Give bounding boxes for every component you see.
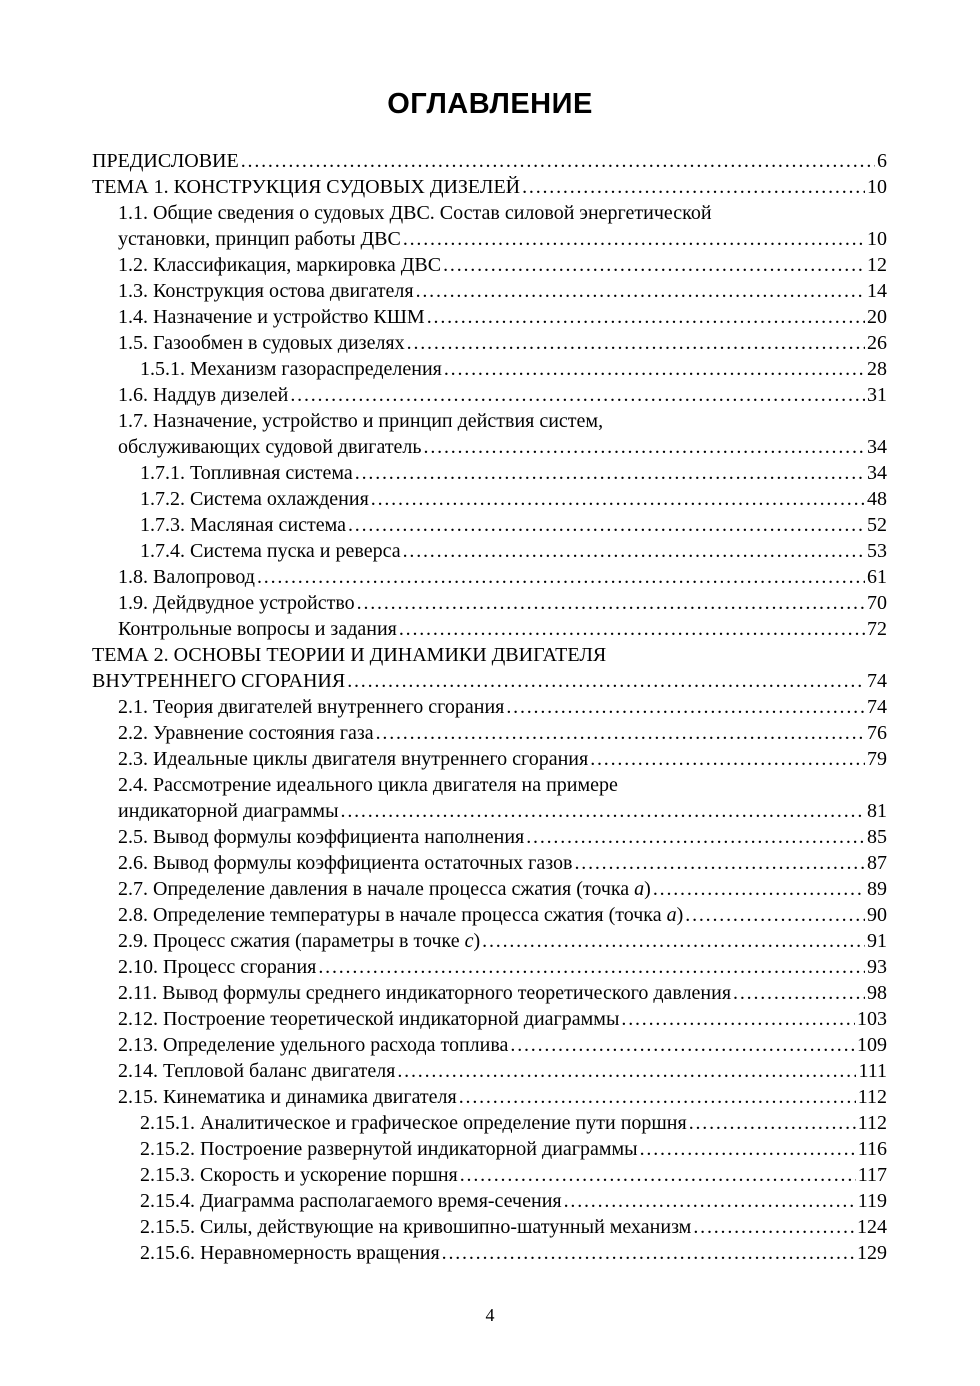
toc-entry[interactable]	[92, 772, 887, 824]
toc-page-number: 52	[867, 514, 887, 536]
dot-leader	[407, 330, 865, 356]
toc-entry-title: ВНУТРЕННЕГО СГОРАНИЯ	[92, 670, 346, 692]
toc-entry[interactable]	[92, 616, 887, 642]
toc-entry-title: 1.8. Валопровод	[118, 566, 255, 588]
toc-entry-title: 2.8. Определение температуры в начале процесса сжатия (точка а)	[118, 904, 684, 926]
dot-leader	[403, 226, 865, 252]
toc-entry-title: 1.4. Назначение и устройство КШМ	[118, 306, 425, 328]
dot-leader	[416, 278, 865, 304]
toc-entry-title-line: 1.1. Общие сведения о судовых ДВС. Состав силовой энергетической	[118, 202, 712, 224]
dot-leader	[399, 616, 865, 642]
toc-page-number: 74	[867, 696, 887, 718]
toc-entry[interactable]	[92, 356, 887, 382]
toc-entry-title: индикаторной диаграммы	[118, 800, 339, 822]
toc-entry[interactable]	[92, 200, 887, 252]
toc-page-number: 10	[867, 176, 887, 198]
toc-entry[interactable]	[92, 1240, 887, 1266]
toc-page-number: 89	[867, 878, 887, 900]
toc-entry-title: 1.3. Конструкция остова двигателя	[118, 280, 414, 302]
toc-entry-title: 2.3. Идеальные циклы двигателя внутреннего сгорания	[118, 748, 589, 770]
toc-entry[interactable]	[92, 1006, 887, 1032]
dot-leader	[460, 1162, 856, 1188]
toc-page-number: 70	[867, 592, 887, 614]
toc-page-number: 10	[867, 228, 887, 250]
toc-page-number: 48	[867, 488, 887, 510]
toc-entry-title: 1.7.4. Система пуска и реверса	[140, 540, 401, 562]
toc-entry[interactable]	[92, 824, 887, 850]
toc-entry-title: 1.5. Газообмен в судовых дизелях	[118, 332, 405, 354]
toc-entry[interactable]	[92, 850, 887, 876]
dot-leader	[403, 538, 865, 564]
toc-entry-title: 1.2. Классификация, маркировка ДВС	[118, 254, 442, 276]
toc-entry-title: 2.15.1. Аналитическое и графическое определение пути поршня	[140, 1112, 687, 1134]
toc-entry-title: 2.15. Кинематика и динамика двигателя	[118, 1086, 457, 1108]
page-number: 4	[485, 1305, 495, 1325]
dot-leader	[376, 720, 865, 746]
dot-leader	[522, 174, 865, 200]
toc-entry-title-line: 2.4. Рассмотрение идеального цикла двигателя на примере	[118, 774, 618, 796]
toc-entry[interactable]	[92, 954, 887, 980]
toc-entry-title: 2.6. Вывод формулы коэффициента остаточных газов	[118, 852, 573, 874]
toc-entry[interactable]	[92, 1162, 887, 1188]
toc-page-number: 34	[867, 462, 887, 484]
toc-page-number: 90	[867, 904, 887, 926]
table-of-contents	[92, 148, 887, 1266]
toc-page-number: 93	[867, 956, 887, 978]
toc-entry[interactable]	[92, 980, 887, 1006]
toc-entry[interactable]	[92, 642, 887, 694]
dot-leader	[427, 304, 865, 330]
toc-entry-title: 2.14. Тепловой баланс двигателя	[118, 1060, 396, 1082]
toc-entry[interactable]	[92, 694, 887, 720]
dot-leader	[397, 1058, 856, 1084]
dot-leader	[341, 798, 865, 824]
toc-entry[interactable]	[92, 746, 887, 772]
toc-entry-title: 2.15.4. Диаграмма располагаемого время-сечения	[140, 1190, 562, 1212]
toc-entry[interactable]	[92, 148, 887, 174]
toc-entry-title: 1.7.1. Топливная система	[140, 462, 353, 484]
dot-leader	[357, 590, 865, 616]
toc-entry[interactable]	[92, 1110, 887, 1136]
dot-leader	[733, 980, 865, 1006]
dot-leader	[459, 1084, 856, 1110]
dot-leader	[506, 694, 865, 720]
dot-leader	[442, 1240, 855, 1266]
toc-entry-title: 1.6. Наддув дизелей	[118, 384, 289, 406]
toc-page-number: 31	[867, 384, 887, 406]
toc-entry[interactable]	[92, 564, 887, 590]
toc-page-number: 119	[857, 1190, 887, 1212]
toc-entry[interactable]	[92, 876, 887, 902]
toc-page-number: 81	[867, 800, 887, 822]
dot-leader	[653, 876, 865, 902]
toc-page-number: 103	[857, 1008, 887, 1030]
toc-entry[interactable]	[92, 278, 887, 304]
dot-leader	[444, 356, 865, 382]
toc-entry[interactable]	[92, 1188, 887, 1214]
toc-entry[interactable]	[92, 1032, 887, 1058]
toc-entry[interactable]	[92, 538, 887, 564]
toc-entry[interactable]	[92, 1214, 887, 1240]
toc-page-number: 12	[867, 254, 887, 276]
toc-entry-title: 1.7.3. Масляная система	[140, 514, 346, 536]
toc-entry[interactable]	[92, 1136, 887, 1162]
toc-page-number: 87	[867, 852, 887, 874]
toc-entry[interactable]	[92, 330, 887, 356]
toc-entry-title: обслуживающих судовой двигатель	[118, 436, 422, 458]
toc-entry[interactable]	[92, 720, 887, 746]
dot-leader	[574, 850, 865, 876]
toc-entry-title-line: ТЕМА 2. ОСНОВЫ ТЕОРИИ И ДИНАМИКИ ДВИГАТЕЛЯ	[92, 644, 607, 666]
toc-entry[interactable]	[92, 486, 887, 512]
dot-leader	[689, 1110, 856, 1136]
toc-entry[interactable]	[92, 1058, 887, 1084]
dot-leader	[510, 1032, 855, 1058]
toc-entry[interactable]	[92, 382, 887, 408]
toc-page-number: 129	[857, 1242, 887, 1264]
toc-entry-title: 2.12. Построение теоретической индикаторной диаграммы	[118, 1008, 620, 1030]
dot-leader	[318, 954, 865, 980]
toc-page-number: 116	[857, 1138, 887, 1160]
dot-leader	[482, 928, 865, 954]
toc-entry[interactable]	[92, 252, 887, 278]
toc-entry-title: 2.15.2. Построение развернутой индикаторной диаграммы	[140, 1138, 638, 1160]
toc-entry[interactable]	[92, 460, 887, 486]
toc-page-number: 117	[857, 1164, 887, 1186]
dot-leader	[621, 1006, 855, 1032]
toc-entry[interactable]	[92, 590, 887, 616]
dot-leader	[348, 512, 865, 538]
dot-leader	[355, 460, 865, 486]
toc-entry-title: ПРЕДИСЛОВИЕ	[92, 150, 239, 172]
dot-leader	[257, 564, 865, 590]
dot-leader	[371, 486, 865, 512]
toc-entry-title: 2.15.6. Неравномерность вращения	[140, 1242, 440, 1264]
toc-entry-title: 2.9. Процесс сжатия (параметры в точке с)	[118, 930, 481, 952]
toc-entry[interactable]	[92, 174, 887, 200]
dot-leader	[526, 824, 865, 850]
toc-entry[interactable]	[92, 408, 887, 460]
dot-leader	[290, 382, 865, 408]
dot-leader	[564, 1188, 856, 1214]
toc-entry-title: 2.2. Уравнение состояния газа	[118, 722, 374, 744]
dot-leader	[347, 668, 865, 694]
toc-entry-title: 2.1. Теория двигателей внутреннего сгорания	[118, 696, 505, 718]
page-title: ОГЛАВЛЕНИЕ	[387, 88, 593, 120]
toc-page-number: 53	[867, 540, 887, 562]
toc-entry-title: 2.13. Определение удельного расхода топлива	[118, 1034, 509, 1056]
toc-page-number: 112	[857, 1112, 887, 1134]
toc-entry-title-line: 1.7. Назначение, устройство и принцип действия систем,	[118, 410, 604, 432]
toc-entry-title: установки, принцип работы ДВС	[118, 228, 401, 250]
toc-page-number: 76	[867, 722, 887, 744]
toc-page-number: 98	[867, 982, 887, 1004]
toc-entry-title: 1.9. Дейдвудное устройство	[118, 592, 355, 614]
dot-leader	[443, 252, 865, 278]
toc-page-number: 74	[867, 670, 887, 692]
toc-entry-title: 2.15.5. Силы, действующие на кривошипно-шатунный механизм	[140, 1216, 692, 1238]
dot-leader	[685, 902, 865, 928]
toc-page-number: 72	[867, 618, 887, 640]
dot-leader	[424, 434, 865, 460]
dot-leader	[693, 1214, 855, 1240]
toc-entry-title: 1.7.2. Система охлаждения	[140, 488, 369, 510]
toc-entry-title: 2.15.3. Скорость и ускорение поршня	[140, 1164, 458, 1186]
toc-entry[interactable]	[92, 304, 887, 330]
toc-page-number: 6	[877, 150, 887, 172]
toc-page-number: 14	[867, 280, 887, 302]
toc-page-number: 124	[857, 1216, 887, 1238]
dot-leader	[640, 1136, 856, 1162]
toc-page-number: 91	[867, 930, 887, 952]
toc-page-number: 79	[867, 748, 887, 770]
toc-page-number: 112	[857, 1086, 887, 1108]
dot-leader	[590, 746, 865, 772]
toc-page-number: 28	[867, 358, 887, 380]
toc-entry-title: 2.5. Вывод формулы коэффициента наполнения	[118, 826, 525, 848]
toc-entry[interactable]	[92, 1084, 887, 1110]
toc-entry-title: Контрольные вопросы и задания	[118, 618, 397, 640]
toc-page-number: 109	[857, 1034, 887, 1056]
toc-page-number: 20	[867, 306, 887, 328]
dot-leader	[241, 148, 875, 174]
toc-entry-title: 1.5.1. Механизм газораспределения	[140, 358, 442, 380]
toc-entry[interactable]	[92, 928, 887, 954]
toc-page-number: 26	[867, 332, 887, 354]
toc-entry-title: ТЕМА 1. КОНСТРУКЦИЯ СУДОВЫХ ДИЗЕЛЕЙ	[92, 176, 521, 198]
toc-entry-title: 2.10. Процесс сгорания	[118, 956, 317, 978]
toc-page-number: 34	[867, 436, 887, 458]
toc-entry-title: 2.7. Определение давления в начале процесса сжатия (точка а)	[118, 878, 651, 900]
toc-page-number: 111	[858, 1060, 887, 1082]
toc-page-number: 61	[867, 566, 887, 588]
toc-entry[interactable]	[92, 902, 887, 928]
toc-entry-title: 2.11. Вывод формулы среднего индикаторного теоретического давления	[118, 982, 732, 1004]
toc-page-number: 85	[867, 826, 887, 848]
toc-entry[interactable]	[92, 512, 887, 538]
